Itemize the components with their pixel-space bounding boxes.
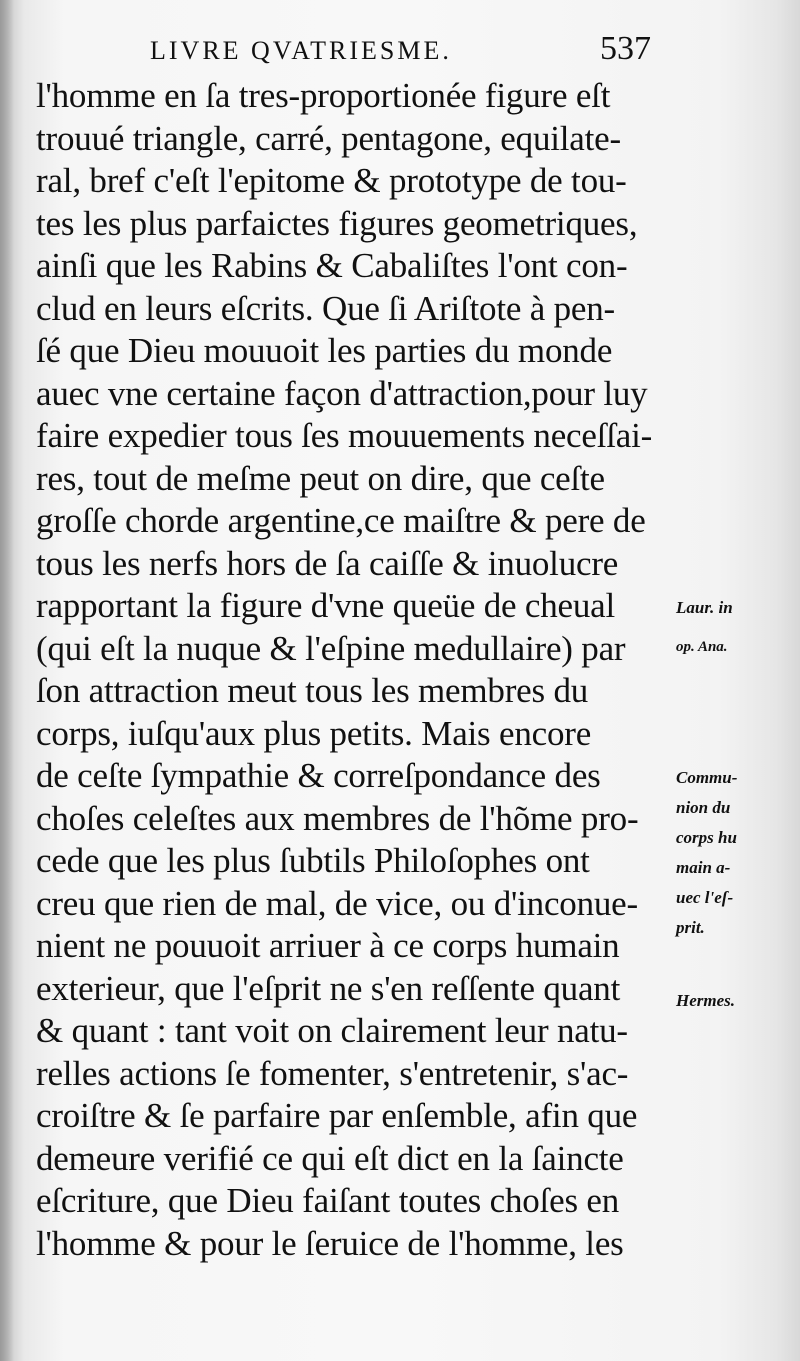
body-text [36,75,676,1265]
text-line: corps, iuſqu'aux plus petits. Mais encore [36,713,592,753]
text-line: trouué triangle, carré, pentagone, equilate- [36,118,621,158]
text-line: & quant : tant voit on clairement leur natu- [36,1011,628,1050]
text-line: l'homme & pour le ſeruice de l'homme, les [36,1223,624,1263]
text-line: faire expedier tous ſes mouuements neceſſai- [36,416,653,455]
text-line: cede que les plus ſubtils Philoſophes ont [36,841,590,880]
text-line: nient ne pouuoit arriuer à ce corps humain [36,926,620,965]
margin-note-communion: prit. [676,918,705,937]
text-line: l'homme en ſa tres-proportionée figure eſt [36,76,611,115]
margin-note-laurentius: Laur. in [676,598,733,617]
margin-notes [672,0,800,1361]
page-number: 537 [600,30,651,67]
margin-note-communion: corps hu [676,828,737,847]
text-line: (qui eſt la nuque & l'eſpine medullaire) par [36,628,626,668]
margin-note-communion: main a- [676,858,731,877]
text-line: ral, bref c'eſt l'epitome & prototype de tou- [36,161,627,200]
margin-note-laurentius-ref: op. Ana. [676,639,728,655]
text-line: tes les plus parfaictes figures geometriques, [36,203,638,243]
text-line: ainſi que les Rabins & Cabaliſtes l'ont con- [36,246,628,285]
text-line: tous les nerfs hors de ſa caiſſe & inuolucre [36,543,619,583]
margin-note-communion: uec l'eſ- [676,888,734,907]
text-line: demeure verifié ce qui eſt dict en la ſaincte [36,1138,624,1178]
text-line: groſſe chorde argentine,ce maiſtre & pere de [36,501,646,540]
margin-note-communion: Commu- [676,768,738,787]
text-line: res, tout de meſme peut on dire, que ceſte [36,458,605,498]
margin-note-communion: nion du [676,798,731,817]
text-line: ſé que Dieu mouuoit les parties du monde [36,331,613,370]
text-line: croiſtre & ſe parfaire par enſemble, afin que [36,1096,638,1135]
text-line: de ceſte ſympathie & correſpondance des [36,756,601,795]
text-line: exterieur, que l'eſprit ne s'en reſſente quant [36,968,621,1008]
text-line: creu que rien de mal, de vice, ou d'inconue- [36,883,638,923]
text-line: relles actions ſe fomenter, s'entretenir, s'ac- [36,1053,629,1093]
running-title: LIVRE QVATRIESME. [150,36,452,65]
margin-note-hermes: Hermes. [676,991,736,1010]
text-line: clud en leurs eſcrits. Que ſi Ariſtote à pen- [36,288,616,328]
text-line: auec vne certaine façon d'attraction,pour luy [36,373,648,413]
text-line: choſes celeſtes aux membres de l'hõme pro- [36,798,639,838]
gutter-shadow [0,0,14,1361]
text-line: rapportant la figure d'vne queüe de cheual [36,586,616,625]
text-line: eſcriture, que Dieu faiſant toutes choſes en [36,1181,620,1220]
text-line: ſon attraction meut tous les membres du [36,671,589,710]
